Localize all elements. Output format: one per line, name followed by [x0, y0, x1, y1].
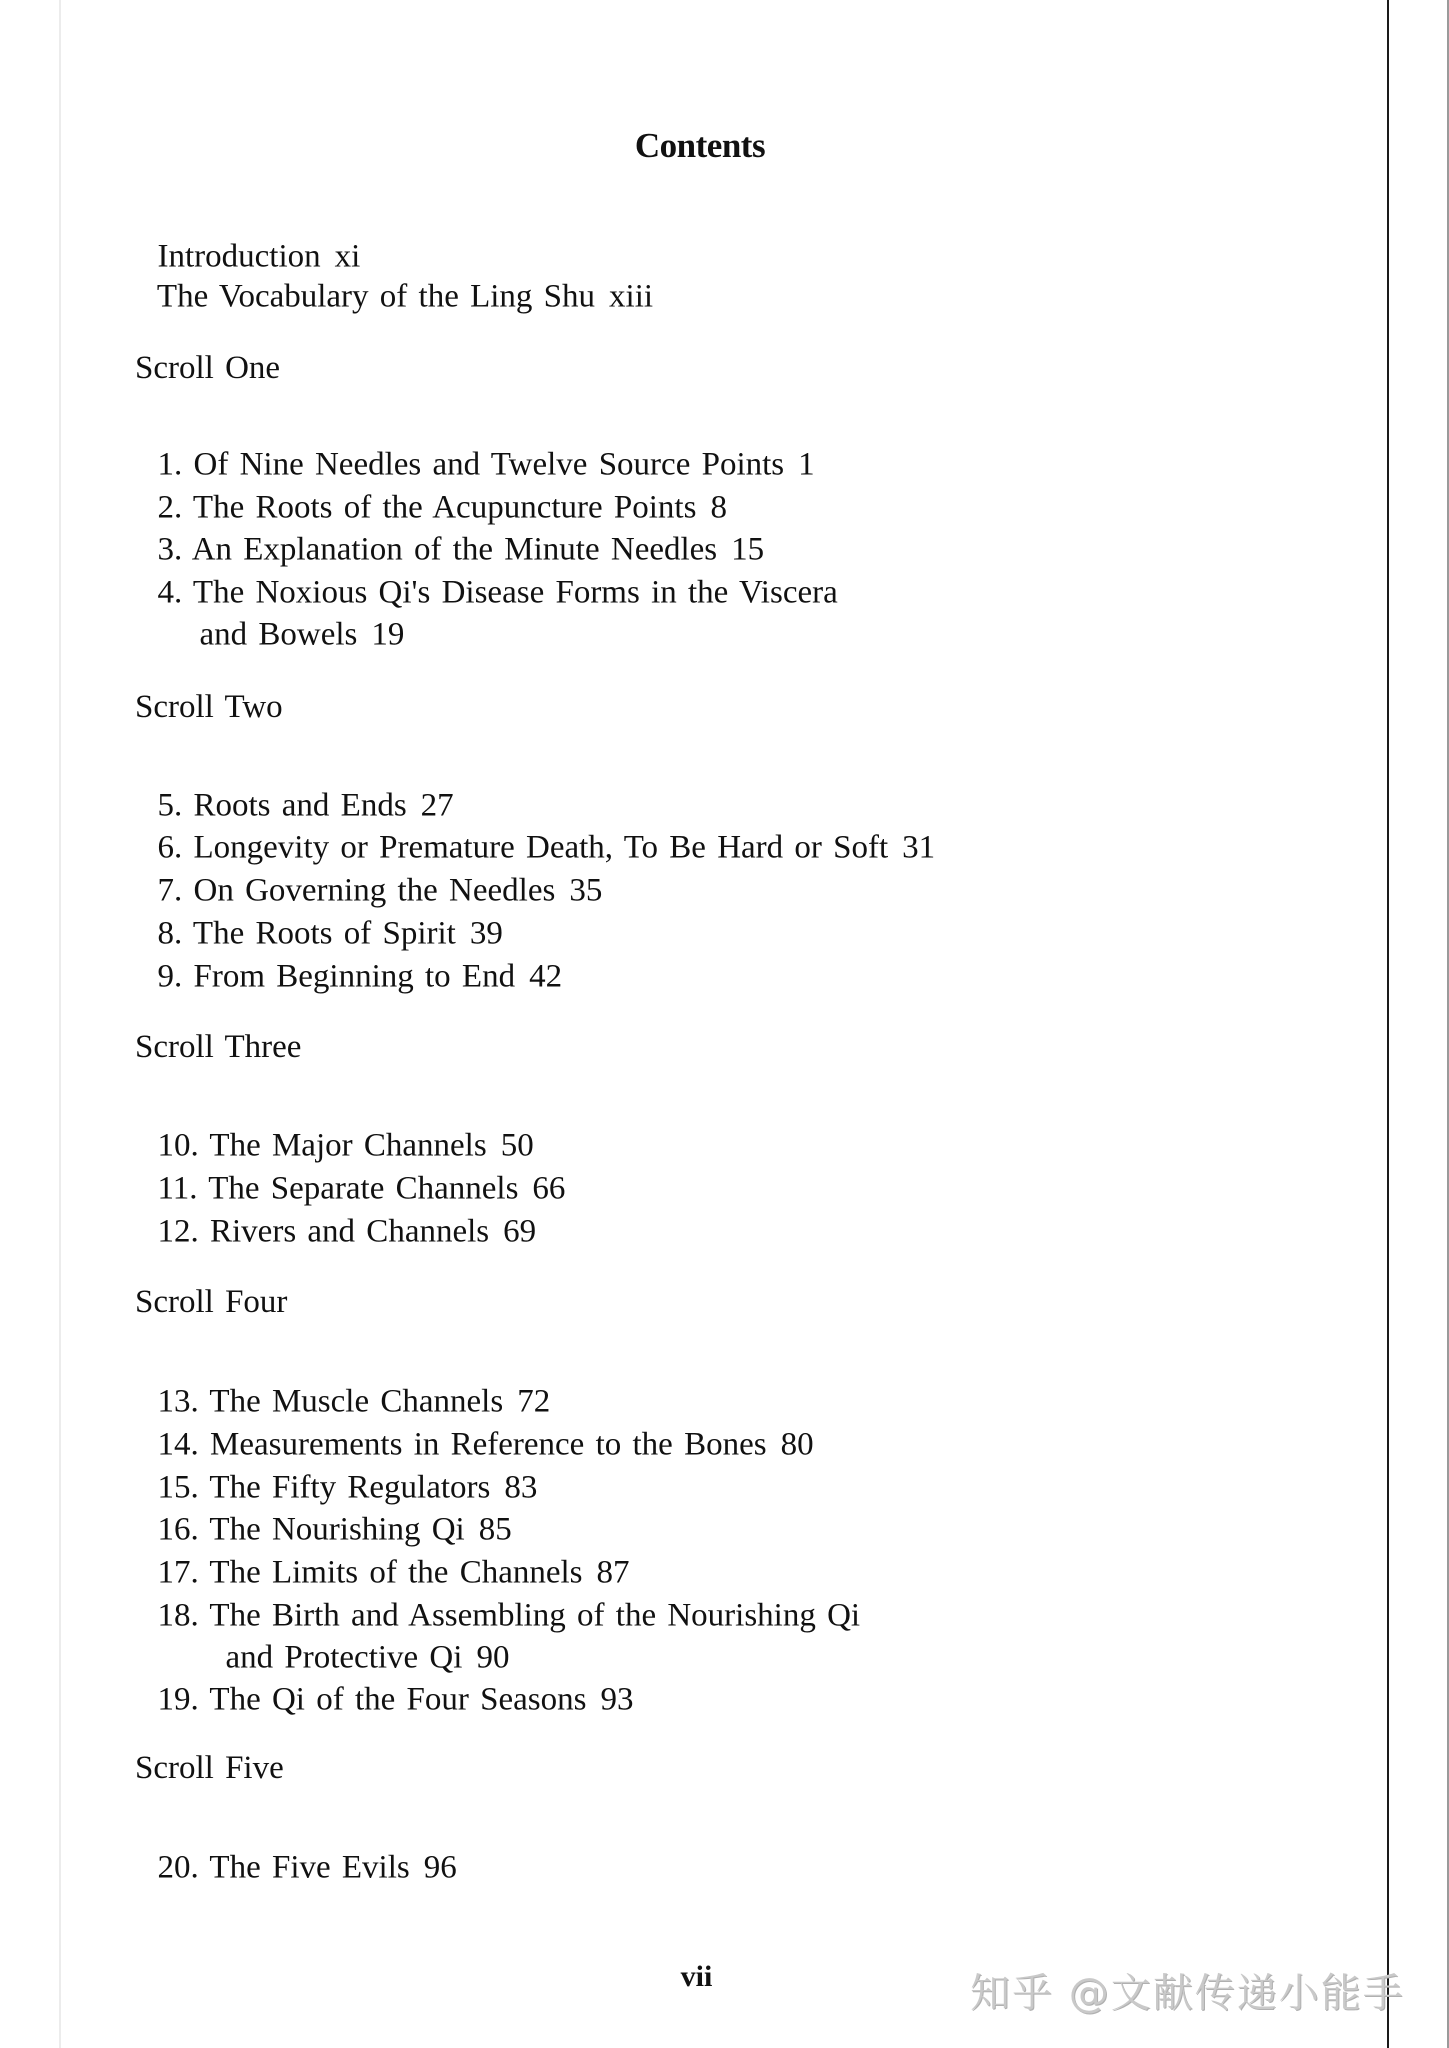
chapter-title: Roots and Ends	[193, 787, 407, 824]
chapter-page: 87	[596, 1554, 630, 1591]
chapter-page: 69	[503, 1213, 537, 1250]
toc-entry-vocabulary[interactable]	[135, 248, 653, 314]
chapter-page: 27	[420, 787, 454, 824]
chapter-title: Longevity or Premature Death, To Be Hard or Soft	[193, 829, 889, 866]
chapter-title: The Roots of Spirit	[192, 915, 456, 952]
toc-entry-chapter-4-continuation[interactable]	[177, 586, 404, 652]
chapter-number: 20.	[157, 1849, 199, 1886]
chapter-number: 2.	[157, 489, 183, 526]
entry-page: xi	[334, 238, 361, 275]
chapter-page: 35	[569, 872, 603, 909]
chapter-number: 12.	[157, 1213, 199, 1250]
chapter-title: The Five Evils	[209, 1849, 410, 1886]
chapter-number: 10.	[157, 1127, 199, 1164]
toc-entry-chapter-20[interactable]	[135, 1819, 457, 1885]
chapter-title: The Limits of the Channels	[209, 1554, 583, 1591]
page-title: Contents	[634, 126, 766, 165]
chapter-number: 1.	[157, 446, 183, 483]
chapter-number: 18.	[157, 1597, 199, 1634]
entry-page: xiii	[609, 278, 654, 315]
section-heading-scroll-two: Scroll Two	[135, 688, 283, 725]
chapter-number: 3.	[157, 531, 183, 568]
chapter-number: 19.	[157, 1681, 199, 1718]
chapter-number: 5.	[157, 787, 183, 824]
chapter-page: 39	[469, 915, 503, 952]
chapter-number: 15.	[157, 1469, 199, 1506]
watermark: 知乎 @文献传递小能手	[970, 1970, 1405, 2017]
chapter-title: The Qi of the Four Seasons	[209, 1681, 587, 1718]
page-number: vii	[680, 1960, 713, 1993]
chapter-page: 42	[529, 958, 563, 995]
entry-title: Introduction	[157, 238, 321, 275]
chapter-page: 1	[798, 446, 815, 483]
chapter-page: 50	[500, 1127, 534, 1164]
chapter-page: 72	[517, 1383, 551, 1420]
chapter-number: 13.	[157, 1383, 199, 1420]
chapter-page: 80	[780, 1426, 814, 1463]
section-heading-scroll-one: Scroll One	[135, 349, 281, 386]
chapter-page: 93	[600, 1681, 634, 1718]
chapter-page: 15	[731, 531, 765, 568]
chapter-page: 90	[476, 1639, 510, 1676]
chapter-title: An Explanation of the Minute Needles	[191, 531, 718, 568]
chapter-number: 8.	[157, 915, 183, 952]
chapter-number: 14.	[157, 1426, 199, 1463]
chapter-title-continuation: and Protective Qi	[225, 1639, 463, 1676]
chapter-title: The Major Channels	[209, 1127, 487, 1164]
page-edge-right	[1387, 0, 1389, 2048]
chapter-title: The Nourishing Qi	[209, 1511, 465, 1548]
chapter-title: The Birth and Assembling of the Nourishing Qi	[209, 1597, 861, 1634]
chapter-page: 31	[902, 829, 936, 866]
chapter-page: 96	[423, 1849, 457, 1886]
toc-entry-chapter-9[interactable]	[135, 928, 562, 994]
entry-title: The Vocabulary of the Ling Shu	[156, 278, 596, 315]
chapter-title: Rivers and Channels	[210, 1213, 490, 1250]
chapter-page: 19	[371, 616, 405, 653]
chapter-number: 7.	[157, 872, 183, 909]
section-heading-scroll-five: Scroll Five	[135, 1749, 284, 1786]
chapter-title: The Roots of the Acupuncture Points	[192, 489, 697, 526]
chapter-title: From Beginning to End	[193, 958, 516, 995]
chapter-title: The Fifty Regulators	[209, 1469, 491, 1506]
chapter-page: 8	[710, 489, 727, 526]
chapter-title-continuation: and Bowels	[199, 616, 358, 653]
chapter-number: 17.	[157, 1554, 199, 1591]
chapter-number: 6.	[157, 829, 183, 866]
chapter-title: The Noxious Qi's Disease Forms in the Viscera	[192, 574, 838, 611]
chapter-title: On Governing the Needles	[193, 872, 556, 909]
chapter-page: 66	[532, 1170, 566, 1207]
chapter-title: Measurements in Reference to the Bones	[210, 1426, 767, 1463]
chapter-number: 16.	[157, 1511, 199, 1548]
toc-entry-chapter-19[interactable]	[135, 1651, 633, 1717]
chapter-number: 9.	[157, 958, 183, 995]
page-edge-left	[59, 0, 61, 2048]
section-heading-scroll-four: Scroll Four	[135, 1283, 288, 1320]
chapter-page: 85	[478, 1511, 512, 1548]
chapter-page: 83	[504, 1469, 538, 1506]
chapter-number: 4.	[157, 574, 183, 611]
chapter-title: The Muscle Channels	[209, 1383, 504, 1420]
chapter-title: The Separate Channels	[208, 1170, 519, 1207]
toc-entry-chapter-12[interactable]	[135, 1183, 536, 1249]
section-heading-scroll-three: Scroll Three	[135, 1028, 302, 1065]
chapter-title: Of Nine Needles and Twelve Source Points	[193, 446, 785, 483]
chapter-number: 11.	[157, 1170, 198, 1207]
